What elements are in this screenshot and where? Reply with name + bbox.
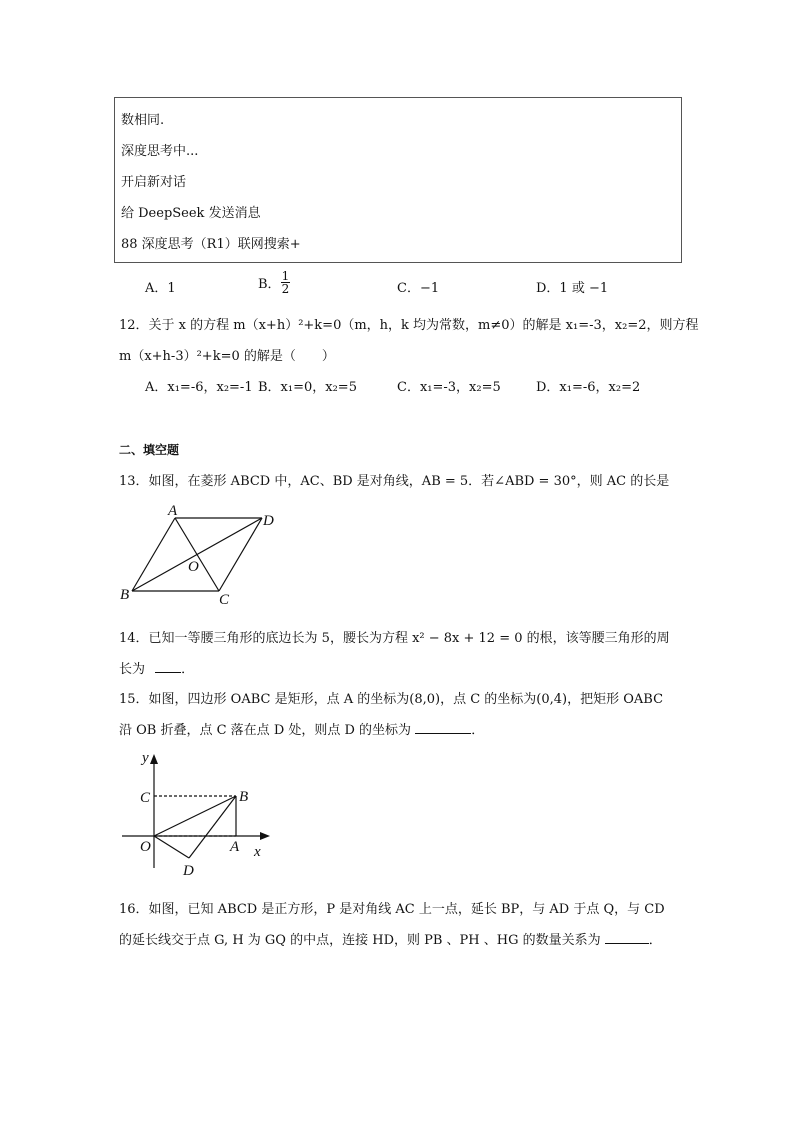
q12-option-c: C．x₁=-3，x₂=5 [397, 380, 501, 395]
q16-line-2-text: 的延长线交于点 G, H 为 GQ 的中点，连接 HD，则 PB 、PH 、HG 的数量关系为 [119, 933, 601, 948]
q16-line-2 [119, 929, 662, 948]
q11-fraction [281, 270, 291, 295]
q15-segment-ob [154, 796, 236, 836]
q16-answer-blank[interactable] [605, 943, 649, 944]
q15-segment-od [154, 836, 189, 858]
q15-segment-db [189, 796, 236, 858]
q15-label-a: A [230, 839, 240, 855]
new-chat-button[interactable]: 开启新对话 [121, 175, 187, 190]
q11-fraction-den: 2 [281, 282, 290, 296]
q15-line-1: 15．如图，四边形 OABC 是矩形，点 A 的坐标为(8,0)，点 C 的坐标为(0,4)，把矩形 OABC [119, 692, 664, 707]
q15-y-arrow [150, 754, 158, 764]
q13-diagonal-bd [132, 518, 262, 591]
q15-label-b: B [239, 789, 249, 805]
q15-answer-blank[interactable] [415, 733, 471, 734]
q11-option-c: C．−1 [397, 281, 440, 296]
q11-option-d: D．1 或 −1 [536, 281, 609, 296]
message-input[interactable]: 给 DeepSeek 发送消息 [121, 206, 261, 221]
chat-overlay-box [114, 97, 682, 263]
q14-period: ． [181, 662, 195, 677]
q13-rhombus-figure [112, 498, 292, 608]
q13-edge-ba [132, 518, 175, 591]
q12-line-1: 12．关于 x 的方程 m（x+h）²+k=0（m，h，k 均为常数，m≠0）的解是 x₁=-3，x₂=2，则方程 [119, 318, 699, 333]
q15-label-o: O [140, 839, 151, 855]
q14-answer-blank[interactable] [155, 672, 181, 673]
q11-option-b [258, 270, 290, 295]
q15-line-2 [119, 719, 484, 738]
q15-label-x: x [254, 844, 261, 860]
q16-period: ． [648, 933, 662, 948]
q13-label-a: A [168, 503, 178, 519]
q12-option-b: B．x₁=0，x₂=5 [258, 380, 357, 395]
q14-line-2 [119, 658, 194, 677]
overlay-line-thinking: 深度思考中... [121, 144, 199, 159]
q15-line-2-text: 沿 OB 折叠，点 C 落在点 D 处，则点 D 的坐标为 [119, 723, 412, 738]
q15-period: ． [471, 723, 485, 738]
q14-line-1: 14．已知一等腰三角形的底边长为 5，腰长为方程 x² − 8x + 12 = 0 的根，该等腰三角形的周 [119, 631, 670, 646]
q11-option-b-prefix: B． [258, 277, 281, 292]
q13-text: 13．如图，在菱形 ABCD 中，AC、BD 是对角线，AB = 5．若∠ABD = 30°，则 AC 的长是 [119, 474, 670, 489]
q13-label-o: O [188, 559, 199, 575]
q11-option-a: A．1 [145, 281, 176, 296]
deep-think-search-toolbar[interactable]: 88 深度思考（R1）联网搜索+ [121, 237, 301, 252]
q11-fraction-num: 1 [281, 269, 290, 283]
q13-label-d: D [263, 513, 274, 529]
q12-line-2: m（x+h-3）²+k=0 的解是（ ） [119, 349, 335, 364]
q13-edge-dc [219, 518, 262, 591]
q15-label-d: D [183, 863, 194, 879]
section-title: 二、填空题 [119, 443, 180, 457]
q15-rectangle-figure [112, 748, 282, 880]
q13-label-b: B [120, 587, 130, 603]
q15-x-arrow [260, 832, 270, 840]
q12-option-d: D．x₁=-6，x₂=2 [536, 380, 641, 395]
q12-option-a: A．x₁=-6，x₂=-1 [145, 380, 253, 395]
q15-label-y: y [142, 750, 149, 766]
q14-line-2-text: 长为 [119, 662, 146, 677]
q16-line-1: 16．如图，已知 ABCD 是正方形，P 是对角线 AC 上一点，延长 BP，与 AD 于点 Q，与 CD [119, 902, 665, 917]
q15-label-c: C [140, 790, 151, 806]
overlay-line-1: 数相同. [121, 113, 165, 128]
q13-label-c: C [219, 592, 230, 608]
